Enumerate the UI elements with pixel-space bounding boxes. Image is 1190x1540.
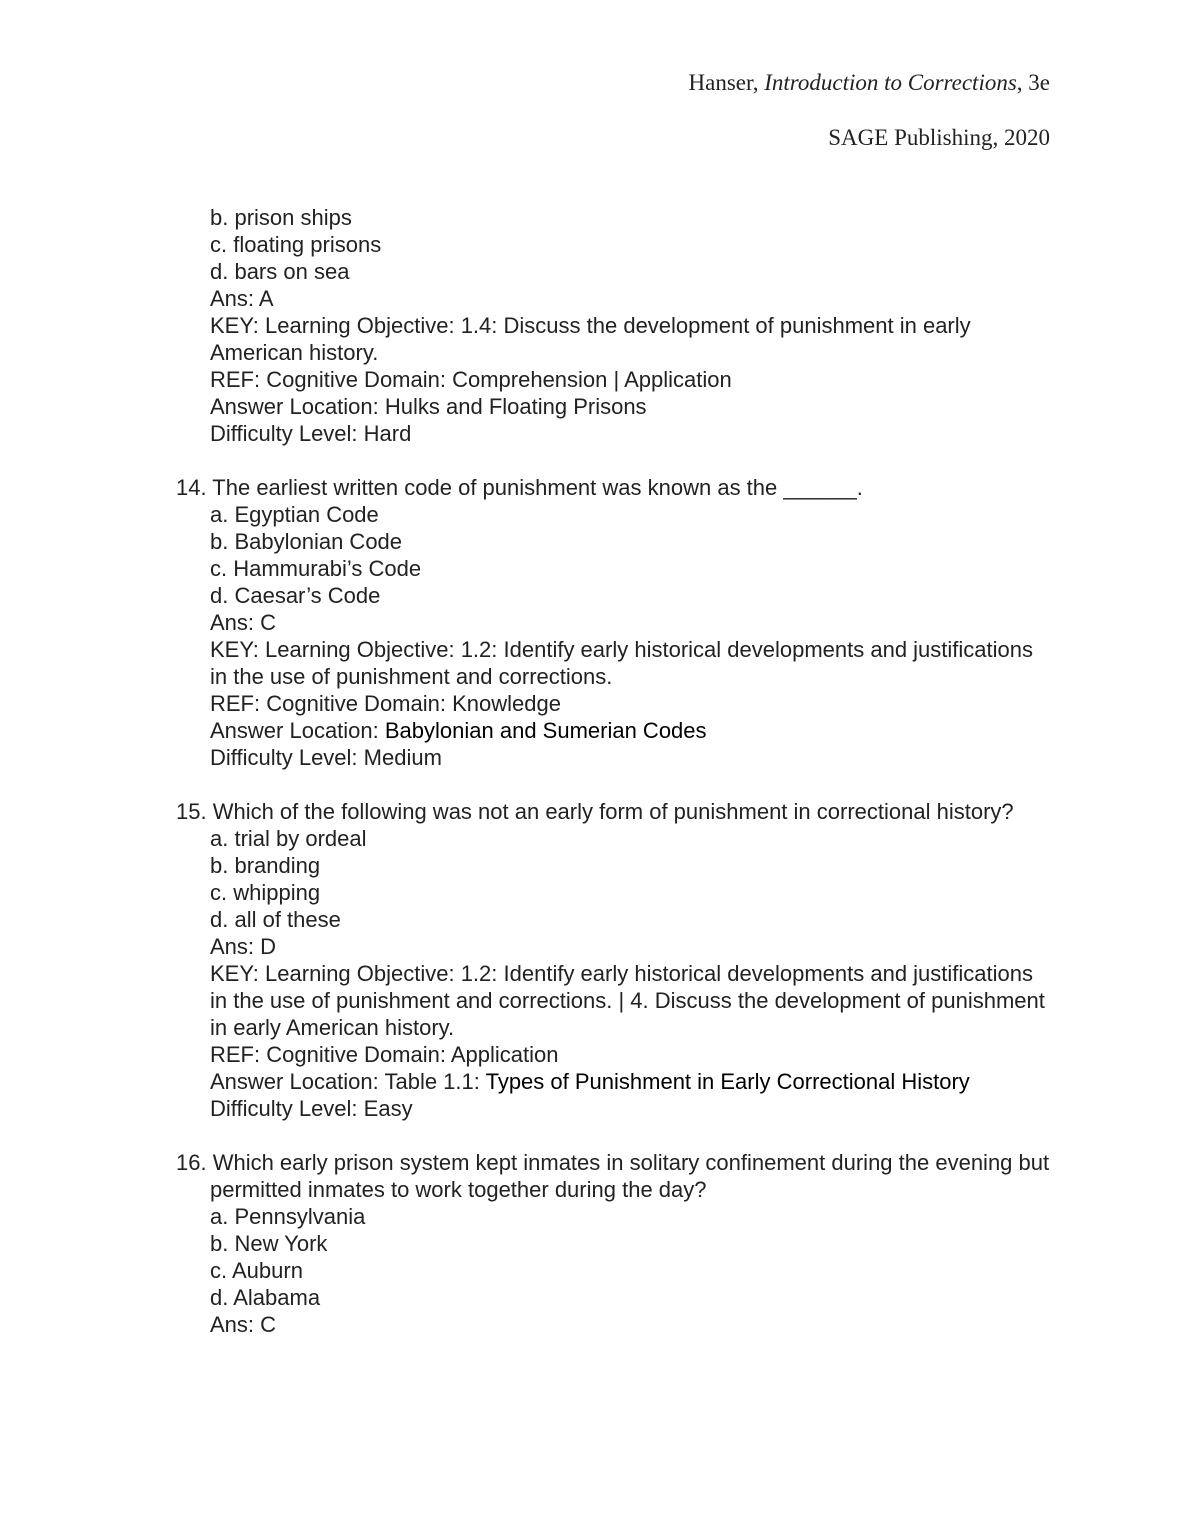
cognitive-domain: REF: Cognitive Domain: Knowledge (210, 691, 561, 716)
difficulty-level: Difficulty Level: Easy (210, 1096, 413, 1121)
option-b: b. branding (210, 853, 321, 878)
question-list (176, 204, 1056, 1338)
question-13-continued (176, 204, 1056, 447)
answer-location (176, 717, 1056, 744)
header-edition: , 3e (1016, 70, 1050, 95)
difficulty-level: Difficulty Level: Medium (210, 745, 442, 770)
option-c: c. whipping (210, 880, 321, 905)
answer: Ans: C (210, 610, 277, 635)
answer: Ans: C (210, 1312, 277, 1337)
answer: Ans: D (210, 934, 277, 959)
learning-objective: KEY: Learning Objective: 1.2: Identify early historical developments and justifications in the use of punishment and corrections. | 4. Discuss the development of punishment in early American history. (210, 961, 1045, 1040)
option-b: b. New York (210, 1231, 328, 1256)
cognitive-domain: REF: Cognitive Domain: Comprehension | Application (210, 367, 732, 392)
option-c: c. Auburn (210, 1258, 303, 1283)
option-c: c. floating prisons (210, 232, 382, 257)
answer-location-label: Answer Location: (210, 718, 385, 743)
learning-objective: KEY: Learning Objective: 1.2: Identify early historical developments and justifications in the use of punishment and corrections. (210, 637, 1034, 689)
cognitive-domain: REF: Cognitive Domain: Application (210, 1042, 559, 1067)
question-stem: 16. Which early prison system kept inmates in solitary confinement during the evening but permitted inmates to work together during the day? (176, 1150, 1050, 1202)
learning-objective: KEY: Learning Objective: 1.4: Discuss the development of punishment in early American history. (210, 313, 971, 365)
answer-location-value: Babylonian and Sumerian Codes (384, 718, 707, 743)
option-a: a. trial by ordeal (210, 826, 367, 851)
option-b: b. prison ships (210, 205, 352, 230)
option-a: a. Egyptian Code (210, 502, 379, 527)
option-d: d. Caesar’s Code (210, 583, 381, 608)
option-c: c. Hammurabi’s Code (210, 556, 422, 581)
option-d: d. all of these (210, 907, 341, 932)
running-header-publisher: SAGE Publishing, 2020 (828, 125, 1050, 150)
difficulty-level: Difficulty Level: Hard (210, 421, 412, 446)
question-stem: 15. Which of the following was not an early form of punishment in correctional history? (176, 799, 1014, 824)
header-book-title: Introduction to Corrections (764, 70, 1017, 95)
answer-location: Answer Location: Hulks and Floating Prisons (210, 394, 647, 419)
question-14 (176, 474, 1056, 771)
answer: Ans: A (210, 286, 274, 311)
question-stem: 14. The earliest written code of punishment was known as the ______. (176, 475, 863, 500)
option-b: b. Babylonian Code (210, 529, 403, 554)
answer-location-value: Types of Punishment in Early Correctional History (485, 1069, 970, 1094)
answer-location (176, 1068, 1056, 1095)
option-a: a. Pennsylvania (210, 1204, 366, 1229)
answer-location-label: Answer Location: Table 1.1: (210, 1069, 486, 1094)
option-d: d. bars on sea (210, 259, 350, 284)
running-header-title (689, 70, 1051, 96)
question-15 (176, 798, 1056, 1122)
header-author: Hanser, (688, 70, 765, 95)
question-16 (176, 1149, 1056, 1338)
option-d: d. Alabama (210, 1285, 321, 1310)
